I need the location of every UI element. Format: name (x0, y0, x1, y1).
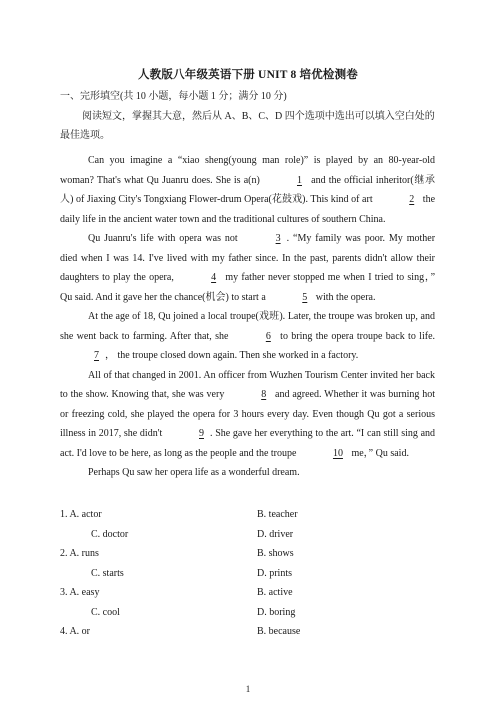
question-2-options-cd (60, 564, 440, 584)
option-1b: B. teacher (257, 509, 298, 520)
section-instruction: 阅读短文，掌握其大意，然后从 A、B、C、D 四个选项中选出可以填入空白处的最佳选项。 (60, 111, 435, 141)
option-3a: 3. A. easy (60, 587, 100, 598)
section-heading-block (60, 89, 440, 145)
question-4-options-ab (60, 622, 440, 642)
page-number: 1 (245, 684, 251, 694)
option-2c: C. starts (91, 567, 124, 579)
blank-10: 10 (332, 447, 343, 459)
page-title: 人教版八年级英语下册 UNIT 8 培优检测卷 (137, 69, 359, 81)
option-1c: C. doctor (91, 528, 129, 540)
blank-5: 5 (302, 291, 308, 303)
passage (60, 151, 435, 483)
blank-9: 9 (199, 428, 204, 439)
option-4a: 4. A. or (60, 626, 90, 637)
option-1d: D. driver (257, 528, 294, 540)
question-3-options-cd (60, 603, 440, 623)
option-3b: B. active (257, 587, 293, 598)
blank-7: 7 (94, 350, 99, 361)
blank-6: 6 (265, 330, 271, 342)
blank-2: 2 (409, 194, 415, 205)
blank-4: 4 (211, 272, 217, 283)
paragraph-1: Can you imagine a “xiao sheng(young man role)” is played by an 80-year-old woman? That's what Qu Juanru does. She is a(n) 1 and the official inheritor(继承人) of Jiaxing City's Tongxiang Flower-drum Opera(花鼓戏). This kind of art 2 the daily life in the ancient water town and the traditional cultures of southern China. (60, 155, 436, 225)
option-3d: D. boring (257, 606, 296, 618)
paragraph-2: Qu Juanru's life with opera was not 3 . “My family was poor. My mother died when I was 14. I've lived with my father since. In the past, parents didn't allow their daughters to play the opera, 4 my father never stopped me when I tried to sing，” Qu said. And it gave her the chance(机会) to start a 5 with the opera. (60, 229, 435, 307)
option-4b: B. because (257, 626, 301, 637)
blank-3: 3 (275, 233, 281, 244)
option-2d: D. prints (257, 567, 292, 579)
question-1-options-cd (60, 525, 440, 545)
option-1a: 1. A. actor (60, 509, 102, 520)
paragraph-5: Perhaps Qu saw her opera life as a wonderful dream. (88, 467, 300, 478)
option-2a: 2. A. runs (60, 548, 99, 559)
options-list (60, 505, 440, 642)
blank-1: 1 (296, 174, 302, 186)
blank-8: 8 (261, 389, 267, 400)
section-heading: 一、完形填空(共 10 小题，每小题 1 分；满分 10 分) (60, 91, 287, 102)
question-3-options-ab (60, 583, 440, 603)
question-2-options-ab (60, 544, 440, 564)
paragraph-4: All of that changed in 2001. An officer from Wuzhen Tourism Center invited her back to the show. Knowing that, she was very 8 and agreed. Whether it was burning hot or freezing cold, she played the opera for 3 hours every day. Even though Qu got a serious illness in 2017, she didn't 9 . She gave her everything to the art. “I can still sing and act. I'd love to be here, as long as the people and the troupe 10 me，” Qu said. (60, 366, 435, 464)
question-1-options-ab (60, 505, 440, 525)
option-3c: C. cool (91, 606, 120, 618)
option-2b: B. shows (257, 548, 294, 559)
paragraph-3: At the age of 18, Qu joined a local troupe(戏班). Later, the troupe was broken up, and she went back to farming. After that, she 6 to bring the opera troupe back to life. 7 ， the troupe closed down again. Then she worked in a factory. (60, 307, 435, 366)
